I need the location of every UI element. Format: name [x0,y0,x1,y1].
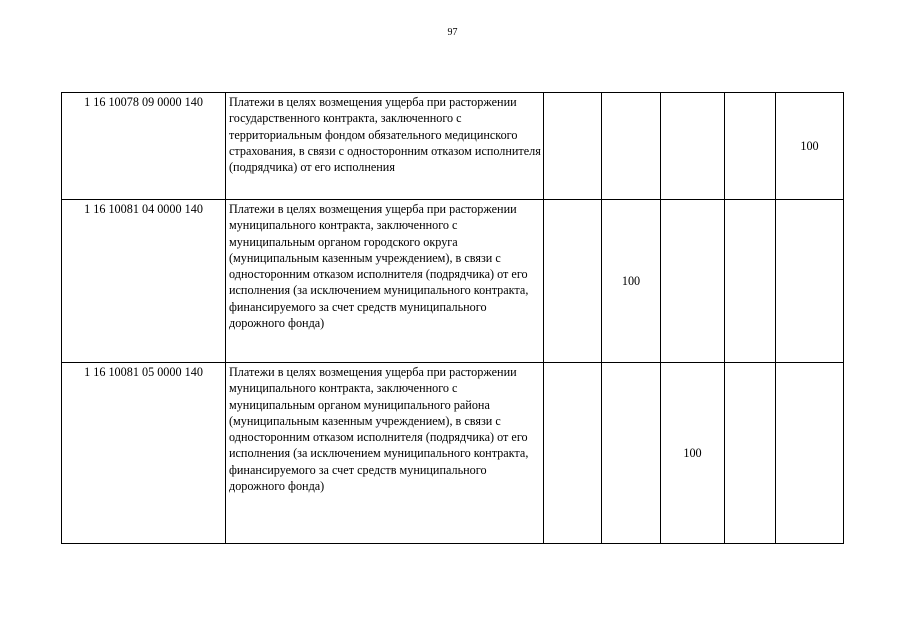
revenue-description: Платежи в целях возмещения ущерба при расторжении муниципального контракта, заключенного с муниципальным органом муниципального района (муниципальным казенным учреждением), в связи с односторонним отказом исполнителя (подрядчика) от его исполнения (за исключением муниципального контракта, финансируемого за счет средств муниципального дорожного фонда) [226,363,544,544]
value-cell: 100 [776,93,844,200]
table-row [62,200,844,363]
table-row [62,93,844,200]
revenue-description: Платежи в целях возмещения ущерба при расторжении государственного контракта, заключенного с территориальным фондом обязательного медицинского страхования, в связи с односторонним отказом исполнителя (подрядчика) от его исполнения [226,93,544,200]
value-cell [776,363,844,544]
value-cell [776,200,844,363]
budget-code: 1 16 10081 04 0000 140 [62,200,226,363]
value-cell [661,200,725,363]
revenue-table [61,92,844,544]
value-cell [544,200,602,363]
page-number: 97 [447,27,458,38]
value-cell [602,93,661,200]
table-row [62,363,844,544]
budget-code: 1 16 10078 09 0000 140 [62,93,226,200]
value-cell: 100 [602,200,661,363]
value-cell [725,200,776,363]
value-cell [725,93,776,200]
revenue-description: Платежи в целях возмещения ущерба при расторжении муниципального контракта, заключенного с муниципальным органом городского округа (муниципальным казенным учреждением), в связи с односторонним отказом исполнителя (подрядчика) от его исполнения (за исключением муниципального контракта, финансируемого за счет средств муниципального дорожного фонда) [226,200,544,363]
value-cell [661,93,725,200]
value-cell [544,93,602,200]
budget-code: 1 16 10081 05 0000 140 [62,363,226,544]
value-cell [602,363,661,544]
value-cell [725,363,776,544]
value-cell [544,363,602,544]
value-cell: 100 [661,363,725,544]
